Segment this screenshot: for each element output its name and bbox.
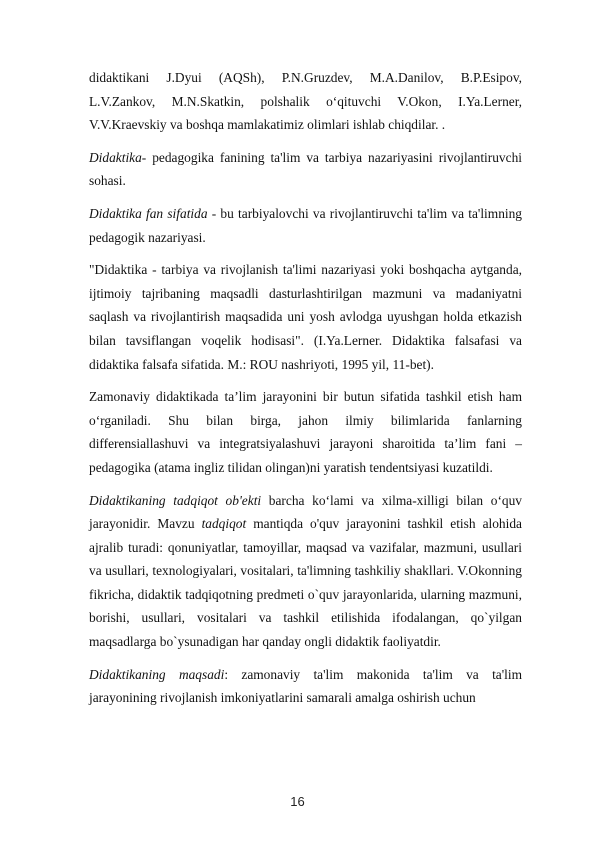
paragraph-lerner-quote (89, 258, 522, 376)
paragraph-modern-didactics (89, 385, 522, 479)
page-number: 16 (290, 794, 305, 809)
paragraph-text: "Didaktika - tarbiya va rivojlanish ta'limi nazariyasi yoki boshqacha aytganda, ijtimoiy tajribaning maqsadli dasturlashtirilgan mazmuni va madaniyatni saqlash va rivojlantirish maqsadida uni yosh avlodga uyushgan holda etkazish bilan tavsiflangan voqelik hodisasi". (I.Ya.Lerner. Didaktika falsafasi va didaktika falsafa sifatida. M.: ROU nashriyoti, 1995 yil, 11-bet). (89, 262, 522, 372)
paragraph-text-continued: mantiqda o'quv jarayonini tashkil etish alohida ajralib turadi: qonuniyatlar, tamoyillar, maqsad va vazifalar, mazmuni, usullari va usullari, texnologiyalari, vositalari, ta'limning tashkiliy shakllari. V.Okonning fikricha, didaktik tadqiqotning predmeti o`quv jarayonlarida, ularning mazmuni, borishi, usullari, vositalari va tashkil etilishida ifodalangan, qo`yilgan maqsadlarga bo`ysunadigan har qanday ongli didaktik faoliyatdir. (89, 516, 522, 650)
term-tadqiqot-obekti: Didaktikaning tadqiqot ob'ekti (89, 492, 262, 508)
paragraph-text: pedagogika fanining ta'lim va tarbiya nazariyasini rivojlantiruvchi sohasi. (89, 149, 522, 189)
paragraph-text: barcha ko‘lami va xilma-xilligi bilan o‘quv jarayonidir. Mavzu (89, 492, 522, 532)
term-maqsadi: Didaktikaning maqsadi (89, 666, 225, 682)
paragraph-text: Zamonaviy didaktikada ta’lim jarayonini bir butun sifatida tashkil etish ham o‘rganiladi. Shu bilan birga, jahon ilmiy bilimlarida fanlarning differensiallashuvi va integratsiyalashuvi jarayoni sharoitida ta’lim fani – pedagogika (atama ingliz tilidan olingan)ni yaratish tendentsiyasi kuzatildi. (89, 389, 522, 475)
paragraph-text: didaktikani J.Dyui (AQSh), P.N.Gruzdev, M.A.Danilov, B.P.Esipov, L.V.Zankov, M.N.Skatkin, polshalik o‘qituvchi V.Okon, I.Ya.Lerner, V.V.Kraevskiy va boshqa mamlakatimiz olimlari ishlab chiqdilar. . (89, 70, 522, 133)
paragraph-authors (89, 66, 522, 137)
document-body (89, 66, 522, 719)
paragraph-definition-didaktika (89, 146, 522, 193)
term-tadqiqot: tadqiqot (201, 516, 247, 532)
term-didaktika-fan-sifatida: Didaktika fan sifatida (89, 205, 208, 221)
paragraph-text: : zamonaviy ta'lim makonida ta'lim va ta'lim jarayonining rivojlanish imkoniyatlarini samarali amalga oshirish uchun (89, 666, 523, 706)
paragraph-research-object (89, 489, 522, 654)
paragraph-definition-fan-sifatida (89, 202, 522, 249)
paragraph-goal (89, 663, 522, 710)
term-didaktika: Didaktika- (89, 149, 147, 165)
paragraph-text: - bu tarbiyalovchi va rivojlantiruvchi ta'lim va ta'limning pedagogik nazariyasi. (89, 205, 522, 245)
